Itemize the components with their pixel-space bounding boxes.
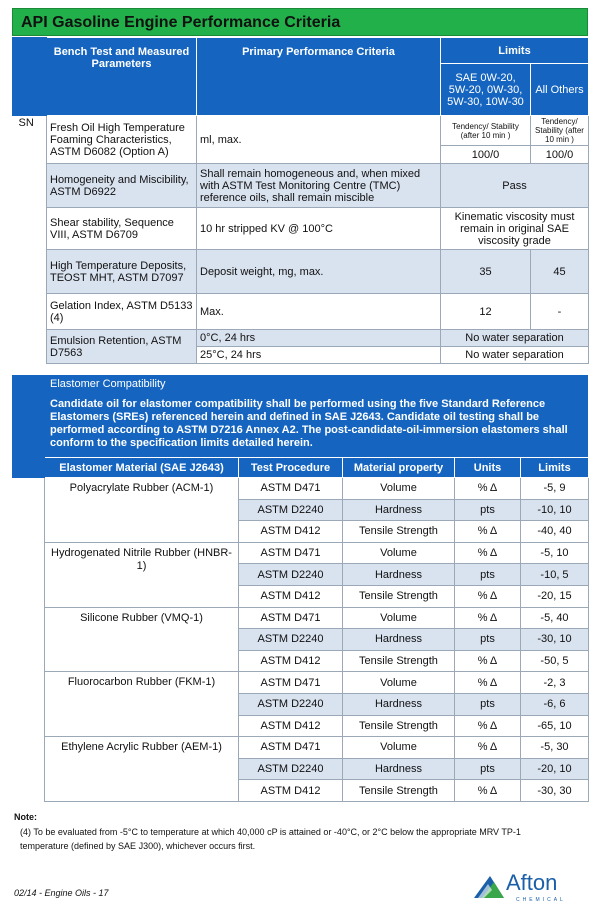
limits-cell: -30, 30 <box>521 780 589 802</box>
header-blank <box>13 38 47 116</box>
page-footer: 02/14 - Engine Oils - 17 <box>14 888 109 898</box>
foam-param: Fresh Oil High Temperature Foaming Characteristics, ASTM D6082 (Option A) <box>47 116 197 164</box>
teost-value-1: 35 <box>441 250 531 294</box>
elastomer-row <box>13 542 589 564</box>
test-procedure-cell: ASTM D412 <box>239 715 343 737</box>
elastomer-material-name: Hydrogenated Nitrile Rubber (HNBR-1) <box>45 542 239 607</box>
limits-cell: -2, 3 <box>521 672 589 694</box>
limits-cell: -5, 10 <box>521 542 589 564</box>
emul-criteria-2: 25°C, 24 hrs <box>197 347 441 364</box>
units-cell: pts <box>455 629 521 651</box>
material-property-cell: Volume <box>343 737 455 759</box>
logo-sub: CHEMICAL <box>516 897 566 903</box>
teost-param: High Temperature Deposits, TEOST MHT, ASTM D7097 <box>47 250 197 294</box>
material-property-cell: Hardness <box>343 758 455 780</box>
foam-tendency-2: Tendency/ Stability (after 10 min ) <box>531 116 589 146</box>
elastomer-header-blank <box>13 458 45 478</box>
limits-cell: -6, 6 <box>521 693 589 715</box>
units-cell: % Δ <box>455 737 521 759</box>
note-heading: Note: <box>14 812 37 822</box>
units-cell: % Δ <box>455 542 521 564</box>
note-text: (4) To be evaluated from -5°C to temperature at which 40,000 cP is attained or -40°C, or 2°C below the appropriate MRV TP-1 temperature (defined by SAE J300), whichever occurs first. <box>20 827 521 851</box>
gel-criteria: Max. <box>197 294 441 330</box>
header-limits: Limits <box>441 38 589 64</box>
gel-value-1: 12 <box>441 294 531 330</box>
performance-criteria-table <box>12 37 589 364</box>
elastomer-row <box>13 478 589 500</box>
emul-criteria-1: 0°C, 24 hrs <box>197 330 441 347</box>
units-cell: % Δ <box>455 715 521 737</box>
test-procedure-cell: ASTM D2240 <box>239 499 343 521</box>
test-procedure-cell: ASTM D471 <box>239 737 343 759</box>
row-lead-blank <box>13 737 45 802</box>
test-procedure-cell: ASTM D471 <box>239 607 343 629</box>
shear-value: Kinematic viscosity must remain in original SAE viscosity grade <box>441 208 589 250</box>
limits-cell: -10, 5 <box>521 564 589 586</box>
limits-cell: -5, 9 <box>521 478 589 500</box>
sn-label: SN <box>13 116 47 364</box>
col-units: Units <box>455 458 521 478</box>
shear-criteria: 10 hr stripped KV @ 100°C <box>197 208 441 250</box>
material-property-cell: Tensile Strength <box>343 521 455 543</box>
units-cell: % Δ <box>455 780 521 802</box>
elastomer-row <box>13 737 589 759</box>
units-cell: pts <box>455 499 521 521</box>
foam-value-2: 100/0 <box>531 146 589 164</box>
elastomer-row <box>13 607 589 629</box>
test-procedure-cell: ASTM D412 <box>239 780 343 802</box>
col-material-property: Material property <box>343 458 455 478</box>
header-sae-grades: SAE 0W-20, 5W-20, 0W-30, 5W-30, 10W-30 <box>441 64 531 116</box>
material-property-cell: Volume <box>343 607 455 629</box>
afton-logo <box>472 870 582 910</box>
limits-cell: -20, 15 <box>521 585 589 607</box>
units-cell: % Δ <box>455 521 521 543</box>
elastomer-table <box>12 457 589 802</box>
homog-value: Pass <box>441 164 589 208</box>
material-property-cell: Volume <box>343 672 455 694</box>
elastomer-section <box>12 375 588 457</box>
foam-tendency-1: Tendency/ Stability (after 10 min ) <box>441 116 531 146</box>
page-title: API Gasoline Engine Performance Criteria <box>12 8 588 36</box>
header-bench-test: Bench Test and Measured Parameters <box>47 38 197 116</box>
material-property-cell: Tensile Strength <box>343 715 455 737</box>
units-cell: % Δ <box>455 478 521 500</box>
emul-param: Emulsion Retention, ASTM D7563 <box>47 330 197 364</box>
emul-value-2: No water separation <box>441 347 589 364</box>
material-property-cell: Hardness <box>343 499 455 521</box>
test-procedure-cell: ASTM D2240 <box>239 693 343 715</box>
test-procedure-cell: ASTM D2240 <box>239 758 343 780</box>
material-property-cell: Tensile Strength <box>343 650 455 672</box>
elastomer-material-name: Silicone Rubber (VMQ-1) <box>45 607 239 672</box>
homog-param: Homogeneity and Miscibility, ASTM D6922 <box>47 164 197 208</box>
col-limits: Limits <box>521 458 589 478</box>
logo-mountain-icon <box>472 870 506 900</box>
limits-cell: -5, 40 <box>521 607 589 629</box>
test-procedure-cell: ASTM D412 <box>239 585 343 607</box>
material-property-cell: Tensile Strength <box>343 585 455 607</box>
limits-cell: -50, 5 <box>521 650 589 672</box>
material-property-cell: Hardness <box>343 693 455 715</box>
foam-criteria: ml, max. <box>197 116 441 164</box>
units-cell: pts <box>455 564 521 586</box>
elastomer-material-name: Polyacrylate Rubber (ACM-1) <box>45 478 239 543</box>
units-cell: % Δ <box>455 607 521 629</box>
gel-param: Gelation Index, ASTM D5133 (4) <box>47 294 197 330</box>
gel-value-2: - <box>531 294 589 330</box>
test-procedure-cell: ASTM D412 <box>239 521 343 543</box>
row-lead-blank <box>13 607 45 672</box>
row-lead-blank <box>13 542 45 607</box>
logo-word: Afton <box>506 870 558 895</box>
test-procedure-cell: ASTM D412 <box>239 650 343 672</box>
units-cell: % Δ <box>455 585 521 607</box>
test-procedure-cell: ASTM D471 <box>239 542 343 564</box>
shear-param: Shear stability, Sequence VIII, ASTM D6709 <box>47 208 197 250</box>
material-property-cell: Volume <box>343 542 455 564</box>
limits-cell: -20, 10 <box>521 758 589 780</box>
limits-cell: -30, 10 <box>521 629 589 651</box>
material-property-cell: Hardness <box>343 629 455 651</box>
col-elastomer-material: Elastomer Material (SAE J2643) <box>45 458 239 478</box>
limits-cell: -40, 40 <box>521 521 589 543</box>
material-property-cell: Hardness <box>343 564 455 586</box>
units-cell: pts <box>455 693 521 715</box>
elastomer-description: Candidate oil for elastomer compatibility shall be performed using the five Standard Reference Elastomers (SREs) referenced herein and defined in SAE J2643. Candidate oil testing shall be performed according to ASTM D7216 Annex A2. The post-candidate-oil-immersion elastomers shall conform to the specification limits detailed herein. <box>50 398 568 449</box>
material-property-cell: Tensile Strength <box>343 780 455 802</box>
foam-value-1: 100/0 <box>441 146 531 164</box>
emul-value-1: No water separation <box>441 330 589 347</box>
elastomer-material-name: Ethylene Acrylic Rubber (AEM-1) <box>45 737 239 802</box>
row-lead-blank <box>13 478 45 543</box>
homog-criteria: Shall remain homogeneous and, when mixed with ASTM Test Monitoring Centre (TMC) reference oils, shall remain miscible <box>197 164 441 208</box>
units-cell: % Δ <box>455 650 521 672</box>
test-procedure-cell: ASTM D471 <box>239 478 343 500</box>
test-procedure-cell: ASTM D2240 <box>239 629 343 651</box>
col-test-procedure: Test Procedure <box>239 458 343 478</box>
elastomer-material-name: Fluorocarbon Rubber (FKM-1) <box>45 672 239 737</box>
header-all-others: All Others <box>531 64 589 116</box>
test-procedure-cell: ASTM D2240 <box>239 564 343 586</box>
elastomer-row <box>13 672 589 694</box>
material-property-cell: Volume <box>343 478 455 500</box>
teost-criteria: Deposit weight, mg, max. <box>197 250 441 294</box>
header-primary-criteria: Primary Performance Criteria <box>197 38 441 116</box>
units-cell: % Δ <box>455 672 521 694</box>
units-cell: pts <box>455 758 521 780</box>
limits-cell: -10, 10 <box>521 499 589 521</box>
teost-value-2: 45 <box>531 250 589 294</box>
limits-cell: -65, 10 <box>521 715 589 737</box>
test-procedure-cell: ASTM D471 <box>239 672 343 694</box>
limits-cell: -5, 30 <box>521 737 589 759</box>
elastomer-heading: Elastomer Compatibility <box>50 378 166 390</box>
row-lead-blank <box>13 672 45 737</box>
